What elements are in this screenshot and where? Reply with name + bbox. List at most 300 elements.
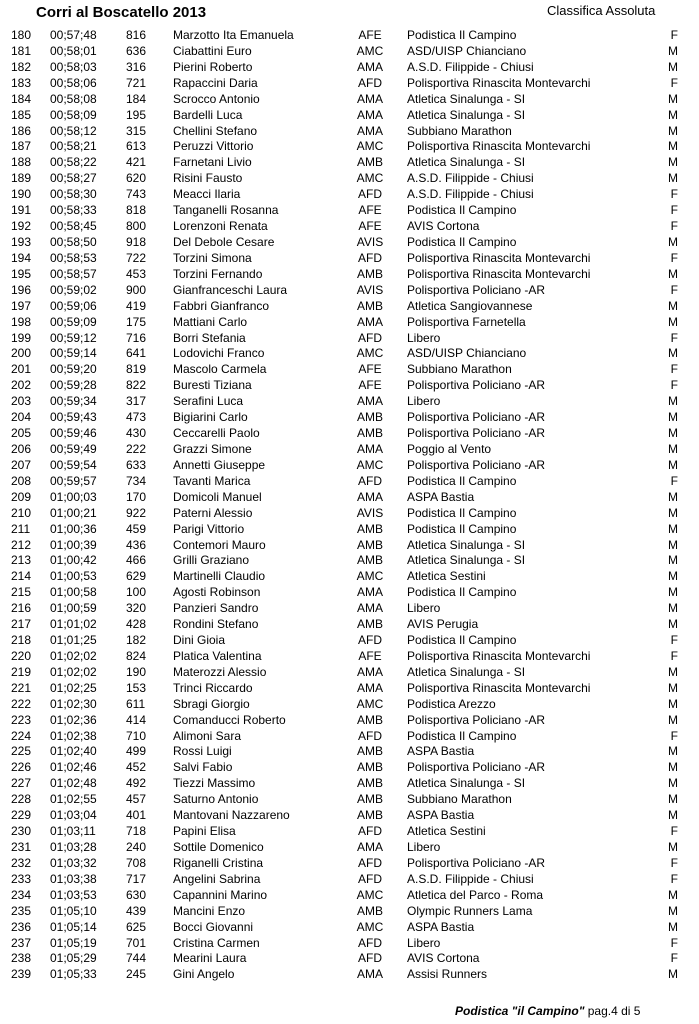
category-cell: AMA [356, 59, 383, 74]
club-cell: Polisportiva Policiano -AR [407, 457, 546, 472]
club-cell: Polisportiva Farnetella [407, 314, 526, 329]
club-cell: A.S.D. Filippide - Chiusi [407, 59, 534, 74]
athlete-name-cell: Mantovani Nazzareno [173, 808, 290, 823]
athlete-name-cell: Lorenzoni Renata [173, 219, 268, 234]
category-cell: AFD [358, 871, 382, 886]
page-footer [455, 1003, 640, 1019]
table-row [0, 856, 699, 872]
table-row [0, 904, 699, 920]
club-cell: Polisportiva Policiano -AR [407, 855, 546, 870]
bib-number-cell: 190 [126, 664, 147, 679]
club-cell: Podistica Il Campino [407, 728, 517, 743]
category-cell: AMB [356, 617, 383, 632]
table-row [0, 649, 699, 665]
athlete-name-cell: Mattiani Carlo [173, 314, 248, 329]
athlete-name-cell: Sottile Domenico [173, 840, 264, 855]
athlete-name-cell: Rossi Luigi [173, 744, 232, 759]
table-row [0, 267, 699, 283]
club-cell: Poggio al Vento [407, 441, 492, 456]
athlete-name-cell: Grilli Graziano [173, 553, 250, 568]
bib-number-cell: 722 [126, 250, 147, 265]
bib-number-cell: 922 [126, 505, 147, 520]
sex-cell: M [668, 967, 678, 982]
athlete-name-cell: Salvi Fabio [173, 760, 233, 775]
position-cell: 210 [11, 505, 32, 520]
time-cell: 00;58;21 [50, 139, 97, 154]
time-cell: 01;02;55 [50, 792, 97, 807]
sex-cell: M [668, 43, 678, 58]
footer-organizer: Podistica "il Campino" [455, 1004, 585, 1018]
category-cell: AMC [356, 346, 384, 361]
position-cell: 219 [11, 664, 32, 679]
sex-cell: M [668, 441, 678, 456]
time-cell: 01;05;33 [50, 967, 97, 982]
position-cell: 239 [11, 967, 32, 982]
sex-cell: M [668, 521, 678, 536]
table-row [0, 235, 699, 251]
sex-cell: F [670, 187, 678, 202]
category-cell: AMA [356, 314, 383, 329]
club-cell: A.S.D. Filippide - Chiusi [407, 187, 534, 202]
category-cell: AFD [358, 824, 382, 839]
table-row [0, 92, 699, 108]
position-cell: 199 [11, 330, 32, 345]
club-cell: Atletica Sinalunga - SI [407, 91, 526, 106]
footer-page-number: pag.4 di 5 [587, 1004, 641, 1018]
time-cell: 00;59;02 [50, 282, 97, 297]
sex-cell: M [668, 410, 678, 425]
position-cell: 185 [11, 107, 32, 122]
athlete-name-cell: Serafini Luca [173, 394, 244, 409]
category-cell: AFD [358, 250, 382, 265]
table-row [0, 697, 699, 713]
position-cell: 208 [11, 473, 32, 488]
sex-cell: M [668, 569, 678, 584]
position-cell: 206 [11, 441, 32, 456]
sex-cell: M [668, 696, 678, 711]
category-cell: AMC [356, 171, 384, 186]
table-row [0, 394, 699, 410]
category-cell: AMA [356, 394, 383, 409]
time-cell: 01;03;32 [50, 855, 97, 870]
time-cell: 00;58;22 [50, 155, 97, 170]
athlete-name-cell: Scrocco Antonio [173, 91, 260, 106]
category-cell: AMA [356, 680, 383, 695]
bib-number-cell: 153 [126, 680, 147, 695]
document-title: Corri al Boscatello 2013 [36, 4, 207, 21]
category-cell: AMC [356, 139, 384, 154]
table-row [0, 283, 699, 299]
position-cell: 198 [11, 314, 32, 329]
club-cell: AVIS Cortona [407, 219, 480, 234]
club-cell: Subbiano Marathon [407, 123, 512, 138]
sex-cell: M [668, 298, 678, 313]
club-cell: Libero [407, 601, 441, 616]
position-cell: 214 [11, 569, 32, 584]
bib-number-cell: 613 [126, 139, 147, 154]
table-row [0, 410, 699, 426]
position-cell: 233 [11, 871, 32, 886]
time-cell: 00;59;06 [50, 298, 97, 313]
athlete-name-cell: Fabbri Gianfranco [173, 298, 270, 313]
position-cell: 200 [11, 346, 32, 361]
sex-cell: M [668, 808, 678, 823]
table-row [0, 792, 699, 808]
category-cell: AMA [356, 91, 383, 106]
time-cell: 00;58;33 [50, 203, 97, 218]
category-cell: AMB [356, 808, 383, 823]
sex-cell: F [670, 824, 678, 839]
time-cell: 00;58;08 [50, 91, 97, 106]
athlete-name-cell: Mascolo Carmela [173, 362, 267, 377]
club-cell: Libero [407, 394, 441, 409]
sex-cell: F [670, 282, 678, 297]
bib-number-cell: 625 [126, 919, 147, 934]
time-cell: 00;59;46 [50, 426, 97, 441]
club-cell: Podistica Il Campino [407, 473, 517, 488]
club-cell: Atletica Sestini [407, 824, 486, 839]
category-cell: AFD [358, 935, 382, 950]
athlete-name-cell: Agosti Robinson [173, 585, 261, 600]
club-cell: A.S.D. Filippide - Chiusi [407, 871, 534, 886]
position-cell: 180 [11, 28, 32, 42]
club-cell: Olympic Runners Lama [407, 903, 533, 918]
sex-cell: M [668, 617, 678, 632]
time-cell: 00;58;01 [50, 43, 97, 58]
table-row [0, 203, 699, 219]
results-table [0, 28, 699, 983]
bib-number-cell: 245 [126, 967, 147, 982]
athlete-name-cell: Ceccarelli Paolo [173, 426, 260, 441]
time-cell: 01;03;04 [50, 808, 97, 823]
time-cell: 00;58;50 [50, 234, 97, 249]
position-cell: 221 [11, 680, 32, 695]
time-cell: 01;00;42 [50, 553, 97, 568]
athlete-name-cell: Grazzi Simone [173, 441, 252, 456]
bib-number-cell: 436 [126, 537, 147, 552]
club-cell: Podistica Il Campino [407, 633, 517, 648]
sex-cell: M [668, 139, 678, 154]
position-cell: 189 [11, 171, 32, 186]
sex-cell: M [668, 760, 678, 775]
sex-cell: F [670, 633, 678, 648]
sex-cell: M [668, 601, 678, 616]
category-cell: AMB [356, 155, 383, 170]
athlete-name-cell: Trinci Riccardo [173, 680, 253, 695]
category-cell: AFD [358, 633, 382, 648]
club-cell: Polisportiva Policiano -AR [407, 760, 546, 775]
sex-cell: M [668, 537, 678, 552]
category-cell: AMC [356, 696, 384, 711]
sex-cell: M [668, 91, 678, 106]
athlete-name-cell: Lodovichi Franco [173, 346, 265, 361]
time-cell: 01;03;53 [50, 887, 97, 902]
category-cell: AMC [356, 919, 384, 934]
athlete-name-cell: Panzieri Sandro [173, 601, 259, 616]
athlete-name-cell: Dini Gioia [173, 633, 226, 648]
sex-cell: M [668, 234, 678, 249]
club-cell: Atletica Sinalunga - SI [407, 155, 526, 170]
bib-number-cell: 710 [126, 728, 147, 743]
position-cell: 203 [11, 394, 32, 409]
sex-cell: M [668, 903, 678, 918]
bib-number-cell: 900 [126, 282, 147, 297]
table-row [0, 139, 699, 155]
time-cell: 00;58;06 [50, 75, 97, 90]
sex-cell: F [670, 855, 678, 870]
time-cell: 00;58;45 [50, 219, 97, 234]
time-cell: 01;02;36 [50, 712, 97, 727]
table-row [0, 601, 699, 617]
bib-number-cell: 240 [126, 840, 147, 855]
category-cell: AMB [356, 537, 383, 552]
position-cell: 191 [11, 203, 32, 218]
time-cell: 01;05;29 [50, 951, 97, 966]
category-cell: AFD [358, 330, 382, 345]
club-cell: Atletica Sestini [407, 569, 486, 584]
sex-cell: F [670, 951, 678, 966]
time-cell: 01;02;25 [50, 680, 97, 695]
table-row [0, 442, 699, 458]
position-cell: 204 [11, 410, 32, 425]
club-cell: Atletica Sinalunga - SI [407, 537, 526, 552]
table-row [0, 219, 699, 235]
athlete-name-cell: Capannini Marino [173, 887, 268, 902]
category-cell: AFE [358, 28, 382, 42]
club-cell: Atletica del Parco - Roma [407, 887, 544, 902]
club-cell: Atletica Sinalunga - SI [407, 664, 526, 679]
club-cell: Atletica Sinalunga - SI [407, 553, 526, 568]
table-row [0, 951, 699, 967]
club-cell: ASD/UISP Chianciano [407, 43, 527, 58]
table-row [0, 490, 699, 506]
bib-number-cell: 316 [126, 59, 147, 74]
sex-cell: M [668, 919, 678, 934]
sex-cell: F [670, 330, 678, 345]
position-cell: 236 [11, 919, 32, 934]
table-row [0, 187, 699, 203]
bib-number-cell: 457 [126, 792, 147, 807]
bib-number-cell: 466 [126, 553, 147, 568]
athlete-name-cell: Bardelli Luca [173, 107, 243, 122]
athlete-name-cell: Rondini Stefano [173, 617, 259, 632]
sex-cell: F [670, 871, 678, 886]
category-cell: AMA [356, 967, 383, 982]
category-cell: AMA [356, 601, 383, 616]
club-cell: Polisportiva Policiano -AR [407, 426, 546, 441]
position-cell: 187 [11, 139, 32, 154]
time-cell: 00;59;54 [50, 457, 97, 472]
athlete-name-cell: Materozzi Alessio [173, 664, 267, 679]
bib-number-cell: 633 [126, 457, 147, 472]
bib-number-cell: 636 [126, 43, 147, 58]
time-cell: 01;05;10 [50, 903, 97, 918]
bib-number-cell: 421 [126, 155, 147, 170]
club-cell: Atletica Sinalunga - SI [407, 776, 526, 791]
time-cell: 01;00;36 [50, 521, 97, 536]
time-cell: 01;00;03 [50, 489, 97, 504]
bib-number-cell: 175 [126, 314, 147, 329]
time-cell: 00;58;53 [50, 250, 97, 265]
athlete-name-cell: Sbragi Giorgio [173, 696, 250, 711]
position-cell: 227 [11, 776, 32, 791]
sex-cell: F [670, 203, 678, 218]
category-cell: AMB [356, 410, 383, 425]
sex-cell: F [670, 935, 678, 950]
table-row [0, 553, 699, 569]
bib-number-cell: 430 [126, 426, 147, 441]
time-cell: 00;59;34 [50, 394, 97, 409]
sex-cell: M [668, 887, 678, 902]
position-cell: 196 [11, 282, 32, 297]
position-cell: 182 [11, 59, 32, 74]
position-cell: 211 [11, 521, 31, 536]
sex-cell: M [668, 107, 678, 122]
athlete-name-cell: Marzotto Ita Emanuela [173, 28, 294, 42]
bib-number-cell: 620 [126, 171, 147, 186]
category-cell: AMA [356, 123, 383, 138]
time-cell: 00;58;09 [50, 107, 97, 122]
sex-cell: M [668, 155, 678, 170]
sex-cell: F [670, 473, 678, 488]
time-cell: 01;01;25 [50, 633, 97, 648]
club-cell: Libero [407, 330, 441, 345]
club-cell: ASD/UISP Chianciano [407, 346, 527, 361]
club-cell: Polisportiva Rinascita Montevarchi [407, 139, 591, 154]
position-cell: 216 [11, 601, 32, 616]
table-row [0, 299, 699, 315]
position-cell: 215 [11, 585, 32, 600]
bib-number-cell: 195 [126, 107, 147, 122]
table-row [0, 124, 699, 140]
table-row [0, 585, 699, 601]
time-cell: 00;59;14 [50, 346, 97, 361]
sex-cell: M [668, 171, 678, 186]
table-row [0, 920, 699, 936]
club-cell: Polisportiva Policiano -AR [407, 378, 546, 393]
position-cell: 220 [11, 648, 32, 663]
sex-cell: M [668, 314, 678, 329]
table-row [0, 888, 699, 904]
athlete-name-cell: Tavanti Marica [173, 473, 251, 488]
table-row [0, 251, 699, 267]
category-cell: AMA [356, 489, 383, 504]
table-row [0, 44, 699, 60]
club-cell: ASPA Bastia [407, 919, 475, 934]
time-cell: 00;59;12 [50, 330, 97, 345]
category-cell: AFD [358, 728, 382, 743]
position-cell: 194 [11, 250, 32, 265]
time-cell: 01;02;02 [50, 648, 97, 663]
position-cell: 224 [11, 728, 32, 743]
table-row [0, 569, 699, 585]
position-cell: 183 [11, 75, 32, 90]
bib-number-cell: 824 [126, 648, 147, 663]
category-cell: AMA [356, 107, 383, 122]
table-row [0, 744, 699, 760]
club-cell: ASPA Bastia [407, 808, 475, 823]
position-cell: 190 [11, 187, 32, 202]
sex-cell: F [670, 219, 678, 234]
table-row [0, 60, 699, 76]
bib-number-cell: 452 [126, 760, 147, 775]
time-cell: 00;59;43 [50, 410, 97, 425]
sex-cell: M [668, 664, 678, 679]
bib-number-cell: 320 [126, 601, 147, 616]
position-cell: 192 [11, 219, 32, 234]
sex-cell: M [668, 792, 678, 807]
club-cell: Atletica Sangiovannese [407, 298, 533, 313]
club-cell: Polisportiva Rinascita Montevarchi [407, 250, 591, 265]
time-cell: 01;02;48 [50, 776, 97, 791]
time-cell: 00;58;30 [50, 187, 97, 202]
bib-number-cell: 182 [126, 633, 147, 648]
sex-cell: M [668, 553, 678, 568]
position-cell: 197 [11, 298, 32, 313]
bib-number-cell: 819 [126, 362, 147, 377]
club-cell: ASPA Bastia [407, 744, 475, 759]
bib-number-cell: 641 [126, 346, 147, 361]
position-cell: 235 [11, 903, 32, 918]
athlete-name-cell: Tanganelli Rosanna [173, 203, 279, 218]
category-cell: AMC [356, 569, 384, 584]
time-cell: 00;57;48 [50, 28, 97, 42]
club-cell: Podistica Il Campino [407, 28, 517, 42]
table-row [0, 617, 699, 633]
bib-number-cell: 708 [126, 855, 147, 870]
time-cell: 01;01;02 [50, 617, 97, 632]
table-row [0, 522, 699, 538]
time-cell: 01;02;40 [50, 744, 97, 759]
bib-number-cell: 717 [126, 871, 147, 886]
sex-cell: F [670, 250, 678, 265]
table-row [0, 331, 699, 347]
time-cell: 01;02;02 [50, 664, 97, 679]
position-cell: 201 [11, 362, 32, 377]
sex-cell: F [670, 362, 678, 377]
athlete-name-cell: Alimoni Sara [173, 728, 242, 743]
club-cell: Polisportiva Rinascita Montevarchi [407, 680, 591, 695]
time-cell: 01;02;46 [50, 760, 97, 775]
position-cell: 230 [11, 824, 32, 839]
club-cell: Polisportiva Rinascita Montevarchi [407, 648, 591, 663]
bib-number-cell: 629 [126, 569, 147, 584]
bib-number-cell: 718 [126, 824, 147, 839]
sex-cell: M [668, 59, 678, 74]
category-cell: AVIS [356, 505, 384, 520]
time-cell: 01;00;39 [50, 537, 97, 552]
athlete-name-cell: Gini Angelo [173, 967, 235, 982]
athlete-name-cell: Ciabattini Euro [173, 43, 252, 58]
category-cell: AMB [356, 903, 383, 918]
time-cell: 00;59;49 [50, 441, 97, 456]
bib-number-cell: 499 [126, 744, 147, 759]
category-cell: AMC [356, 43, 384, 58]
time-cell: 00;59;57 [50, 473, 97, 488]
category-cell: AMB [356, 426, 383, 441]
athlete-name-cell: Riganelli Cristina [173, 855, 264, 870]
bib-number-cell: 473 [126, 410, 147, 425]
table-row [0, 346, 699, 362]
athlete-name-cell: Mearini Laura [173, 951, 247, 966]
position-cell: 202 [11, 378, 32, 393]
sex-cell: M [668, 744, 678, 759]
sex-cell: M [668, 346, 678, 361]
club-cell: Polisportiva Policiano -AR [407, 282, 546, 297]
sex-cell: M [668, 712, 678, 727]
table-row [0, 426, 699, 442]
club-cell: Subbiano Marathon [407, 792, 512, 807]
